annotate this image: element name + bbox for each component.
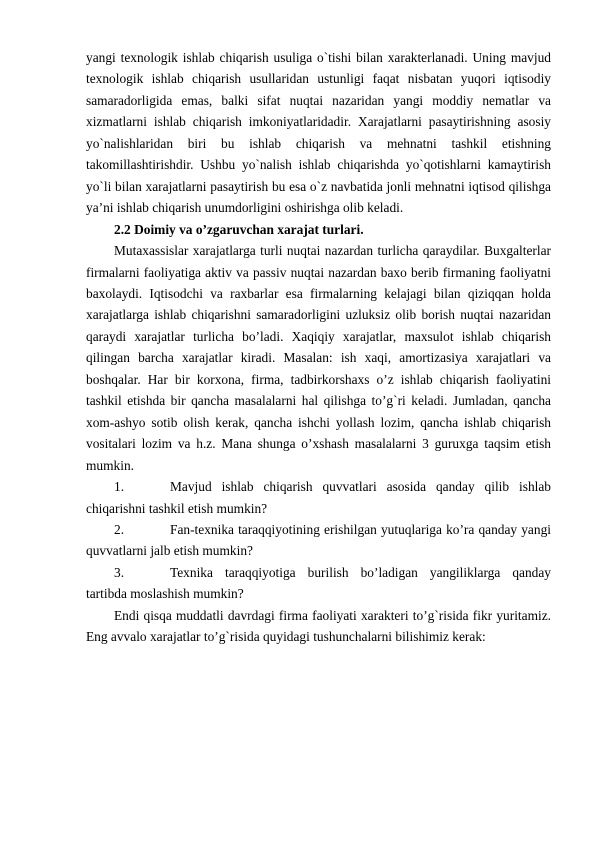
paragraph-costs: Mutaxassislar xarajatlarga turli nuqtai nazardan turlicha qaraydilar. Buxgalterlar firmalarni faoliyatiga aktiv va passiv nuqtai nazardan baxo berib firmaning faoliyatni baxolaydi. Iqtisodchi va raxbarlar esa firmalarning kelajagi bilan qiziqqan holda xarajatlarga ishlab chiqarishni samaradorligini uzluksiz olib borish nuqtai nazaridan qaraydi xarajatlar turlicha bo’ladi. Xaqiqiy xarajatlar, maxsulot ishlab chiqarish qilingan barcha xarajatlar kiradi. Masalan: ish xaqi, amortizasiya xarajatlari va boshqalar. Har bir korxona, firma, tadbirkorshaxs o’z ishlab chiqarish faoliyatini tashkil etishda bir qancha masalalarni hal qilishga to’g`ri keladi. Jumladan, qancha xom-ashyo sotib olish kerak, qancha ishchi yollash lozim, qancha ishlab chiqarish vositalari lozim va h.z. Mana shunga o’xshash masalalarni 3 guruxga taqsim etish mumkin. bbox=[86, 243, 551, 473]
list-item-2 bbox=[86, 519, 551, 562]
list-number: 2. bbox=[114, 521, 125, 537]
paragraph-intro: yangi texnologik ishlab chiqarish usuliga o`tishi bilan xarakterlanadi. Uning mavjud texnologik ishlab chiqarish usullaridan ustunligi faqat nisbatan yuqori iqtisodiy samaradorligida emas, balki sifat nuqtai nazaridan yangi moddiy nematlar va xizmatlarni ishlab chiqarish imkoniyatlaridadir. Xarajatlarni pasaytirishning asosiy yo`nalishlaridan biri bu ishlab chiqarish va mehnatni tashkil etishning takomillashtirishdir. Ushbu yo`nalish ishlab chiqarishda yo`qotishlarni kamaytirish yo`li bilan xarajatlarni pasaytirish bu esa o`z navbatida jonli mehnatni iqtisod qilishga ya’ni ishlab chiqarish unumdorligini oshirishga olib keladi. bbox=[86, 50, 551, 216]
list-text: Texnika taraqqiyotiga burilish bo’ladigan yangiliklarga qanday tartibda moslashish mumkin? bbox=[86, 564, 551, 602]
list-number: 3. bbox=[114, 564, 125, 580]
list-item-1 bbox=[86, 476, 551, 519]
list-text: Fan-texnika taraqqiyotining erishilgan yutuqlariga ko’ra qanday yangi quvvatlarni jalb etish mumkin? bbox=[86, 521, 551, 559]
list-text: Mavjud ishlab chiqarish quvvatlari asosida qanday qilib ishlab chiqarishni tashkil etish mumkin? bbox=[86, 479, 551, 516]
list-number: 1. bbox=[114, 479, 125, 495]
list-item-3 bbox=[86, 562, 551, 605]
section-heading: 2.2 Doimiy va o’zgaruvchan xarajat turlari. bbox=[114, 221, 364, 237]
document-page bbox=[86, 47, 551, 648]
paragraph-conclusion: Endi qisqa muddatli davrdagi firma faoliyati xarakteri to’g`risida fikr yuritamiz. Eng avvalo xarajatlar to’g`risida quyidagi tushunchalarni bilishimiz kerak: bbox=[86, 607, 551, 645]
